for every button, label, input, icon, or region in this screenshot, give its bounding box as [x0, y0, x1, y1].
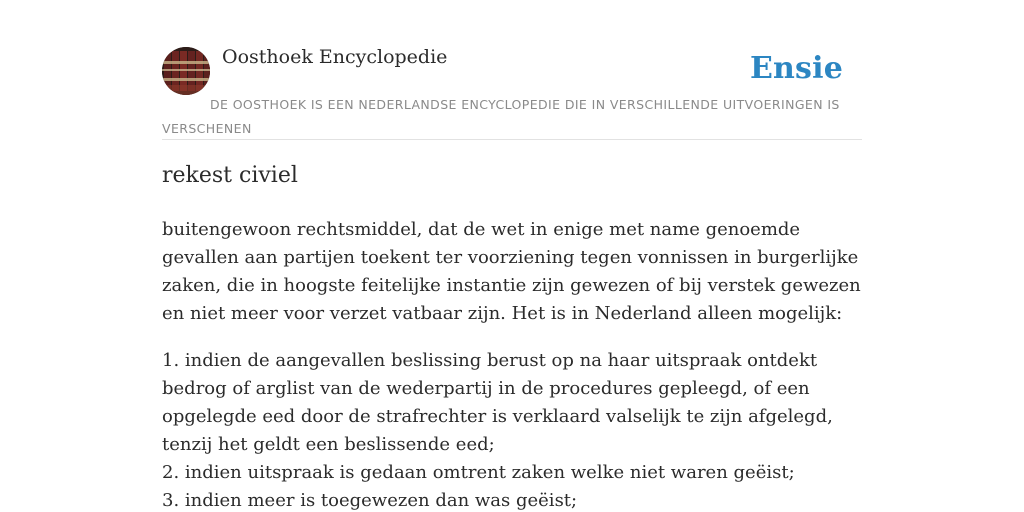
source-header [162, 46, 862, 140]
list-item: 1. indien de aangevallen beslissing berust op na haar uitspraak ontdekt bedrog of arglist van de wederpartij in de procedures gepleegd, of een opgelegde eed door de strafrechter is verklaard valselijk te zijn afgelegd, tenzij het geldt een beslissende eed; [162, 350, 833, 455]
article-title: rekest civiel [162, 163, 298, 188]
list-item: 2. indien uitspraak is gedaan omtrent zaken welke niet waren geëist; [162, 462, 795, 483]
source-name[interactable]: Oosthoek Encyclopedie [222, 46, 448, 68]
list-item: 3. indien meer is toegewezen dan was geëist; [162, 490, 578, 511]
books-avatar-icon[interactable] [162, 47, 210, 95]
article-body [162, 216, 867, 512]
article-list [162, 347, 867, 512]
article-intro: buitengewoon rechtsmiddel, dat de wet in enige met name genoemde gevallen aan partijen toekent ter voorziening tegen vonnissen in burgerlijke zaken, die in hoogste feitelijke instantie zijn gewezen of bij verstek gewezen en niet meer voor verzet vatbaar zijn. Het is in Nederland alleen mogelijk: [162, 219, 861, 324]
source-description: DE OOSTHOEK IS EEN NEDERLANDSE ENCYCLOPEDIE DIE IN VERSCHILLENDE UITVOERINGEN IS VERSCHENEN [162, 97, 840, 136]
ensie-logo[interactable]: Ensie [749, 51, 843, 86]
